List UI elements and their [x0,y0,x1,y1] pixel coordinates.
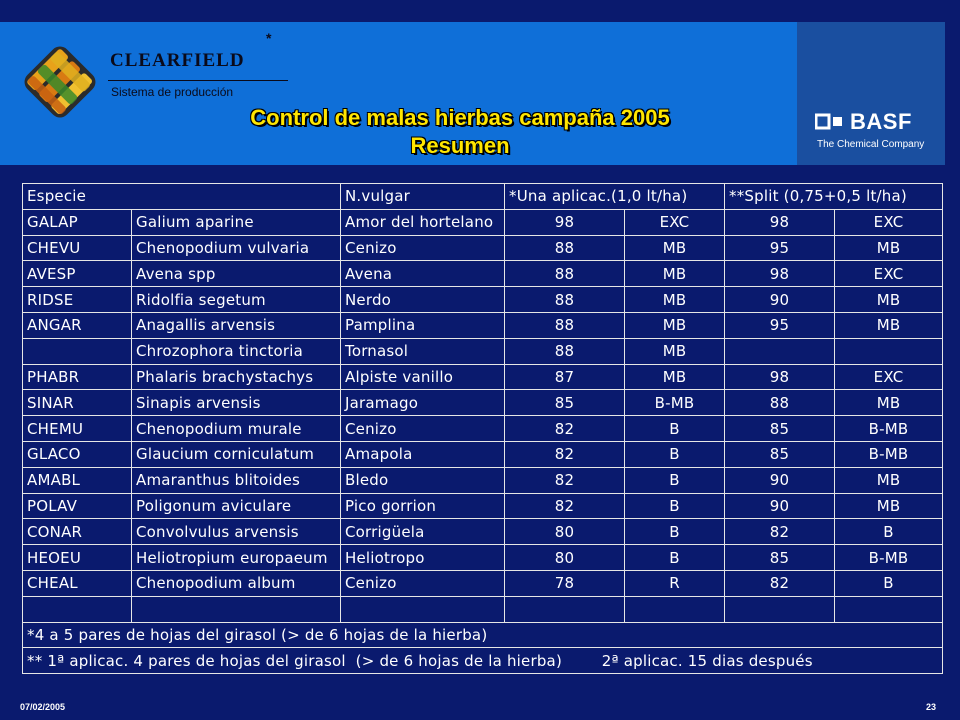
table-cell: EXC [835,209,943,235]
table-cell [835,338,943,364]
table-cell: 82 [505,467,625,493]
table-cell: B-MB [835,416,943,442]
table-cell: Pico gorrion [341,493,505,519]
table-cell: MB [835,467,943,493]
table-cell: 98 [725,364,835,390]
table-cell [625,596,725,622]
top-band [0,0,960,22]
table-cell: Heliotropium europaeum [132,545,341,571]
table-row [23,467,943,493]
table-cell: AVESP [23,261,132,287]
table-cell: 85 [725,545,835,571]
table-row [23,287,943,313]
table-cell: Nerdo [341,287,505,313]
table-cell: 88 [505,235,625,261]
title-line-1: Control de malas hierbas campaña 2005 [250,105,670,130]
table-row [23,441,943,467]
table-cell: 87 [505,364,625,390]
table-cell: MB [625,261,725,287]
page-title [150,104,770,160]
table-row [23,312,943,338]
table-cell: Sinapis arvensis [132,390,341,416]
table-cell: B-MB [625,390,725,416]
table-cell: Convolvulus arvensis [132,519,341,545]
table-row [23,338,943,364]
header-edge [945,22,960,165]
table-row [23,261,943,287]
table-spacer-row [23,596,943,622]
table-cell: Phalaris brachystachys [132,364,341,390]
table-cell [341,596,505,622]
table-cell: B [835,519,943,545]
table-cell: 82 [505,441,625,467]
basf-tagline: The Chemical Company [817,139,925,150]
table-cell: 90 [725,467,835,493]
title-line-2: Resumen [410,133,510,158]
table-cell: R [625,570,725,596]
table-cell: 80 [505,519,625,545]
table-cell: AMABL [23,467,132,493]
table-cell: Chrozophora tinctoria [132,338,341,364]
table-cell: Chenopodium murale [132,416,341,442]
table-cell: Alpiste vanillo [341,364,505,390]
table-cell: GLACO [23,441,132,467]
table-cell: CHEAL [23,570,132,596]
table-header-row [23,184,943,210]
table-cell: Cenizo [341,235,505,261]
table-cell: Tornasol [341,338,505,364]
table-cell: B [835,570,943,596]
table-cell: MB [835,287,943,313]
table-cell: MB [835,493,943,519]
table-body [23,184,943,674]
table-cell: 78 [505,570,625,596]
table-cell: EXC [835,364,943,390]
table-cell: 90 [725,287,835,313]
table-cell: 95 [725,235,835,261]
table-cell: B [625,493,725,519]
table-cell [505,596,625,622]
header-nvulgar: N.vulgar [341,184,505,210]
table-cell: B [625,545,725,571]
table-cell: Avena spp [132,261,341,287]
table-row [23,519,943,545]
header-una-aplicacion: *Una aplicac.(1,0 lt/ha) [505,184,725,210]
table-cell: 85 [725,416,835,442]
table-cell: 95 [725,312,835,338]
brand-mark: * [266,30,272,46]
table-row [23,390,943,416]
footnote-2: ** 1ª aplicac. 4 pares de hojas del girasol (> de 6 hojas de la hierba) 2ª aplicac. 15 dias después [23,648,943,674]
table-cell: 90 [725,493,835,519]
table-cell: Glaucium corniculatum [132,441,341,467]
table-cell: MB [625,338,725,364]
header-split: **Split (0,75+0,5 lt/ha) [725,184,943,210]
table-cell [132,596,341,622]
table-cell: Chenopodium vulvaria [132,235,341,261]
table-row [23,235,943,261]
footnote-row [23,622,943,648]
table-cell: B [625,519,725,545]
table-cell: EXC [835,261,943,287]
footnote-1: *4 a 5 pares de hojas del girasol (> de 6 hojas de la hierba) [23,622,943,648]
page-number: 23 [926,702,937,712]
table-cell: MB [625,287,725,313]
table-cell [835,596,943,622]
table-cell: Amor del hortelano [341,209,505,235]
table-cell: 88 [505,261,625,287]
basf-wordmark: BASF [850,109,912,134]
table-cell: CHEVU [23,235,132,261]
table-cell: ANGAR [23,312,132,338]
table-cell [23,596,132,622]
footer-date: 07/02/2005 [20,702,66,712]
table-cell: Galium aparine [132,209,341,235]
table-cell: MB [835,312,943,338]
table-row [23,570,943,596]
table-cell: 88 [505,287,625,313]
table-cell: 88 [725,390,835,416]
brand-name: CLEARFIELD [110,50,245,71]
table-cell: 82 [725,570,835,596]
table-row [23,545,943,571]
table-cell: 82 [505,493,625,519]
table-cell: HEOEU [23,545,132,571]
table-cell: 85 [505,390,625,416]
table-cell: B [625,416,725,442]
table-cell: 88 [505,312,625,338]
table-cell: Anagallis arvensis [132,312,341,338]
table-cell: Heliotropo [341,545,505,571]
table-cell: B [625,441,725,467]
table-cell: Jaramago [341,390,505,416]
table-cell: B-MB [835,545,943,571]
table-row [23,209,943,235]
table-cell: 88 [505,338,625,364]
table-cell: POLAV [23,493,132,519]
table-cell: Corrigüela [341,519,505,545]
table-cell: Avena [341,261,505,287]
table-cell: Cenizo [341,416,505,442]
table-cell: 80 [505,545,625,571]
basf-squares-icon [815,112,845,132]
footnote-row [23,648,943,674]
table-cell: MB [625,235,725,261]
table-cell [725,338,835,364]
table-cell: 98 [725,261,835,287]
results-table [22,183,943,674]
table-cell: 98 [725,209,835,235]
table-cell: MB [835,235,943,261]
table-cell: Ridolfia segetum [132,287,341,313]
clearfield-woven-logo-icon [18,40,102,124]
table-cell [725,596,835,622]
table-cell: MB [625,312,725,338]
brand-subtitle: Sistema de producción [111,85,234,99]
table-cell: CONAR [23,519,132,545]
table-cell: Amapola [341,441,505,467]
header-especie: Especie [23,184,341,210]
table-cell: MB [625,364,725,390]
table-cell: Poligonum aviculare [132,493,341,519]
table-cell: 82 [505,416,625,442]
table-cell [23,338,132,364]
table-cell: Cenizo [341,570,505,596]
brand-divider [108,80,288,81]
table-cell: PHABR [23,364,132,390]
table-cell: GALAP [23,209,132,235]
table-cell: EXC [625,209,725,235]
table-cell: 82 [725,519,835,545]
table-row [23,364,943,390]
table-row [23,416,943,442]
table-cell: Amaranthus blitoides [132,467,341,493]
table-cell: MB [835,390,943,416]
table-cell: SINAR [23,390,132,416]
table-cell: B-MB [835,441,943,467]
table-cell: B [625,467,725,493]
table-cell: CHEMU [23,416,132,442]
table-row [23,493,943,519]
table-cell: Chenopodium album [132,570,341,596]
table-cell: RIDSE [23,287,132,313]
table-cell: Bledo [341,467,505,493]
table-cell: Pamplina [341,312,505,338]
table-cell: 98 [505,209,625,235]
table-cell: 85 [725,441,835,467]
